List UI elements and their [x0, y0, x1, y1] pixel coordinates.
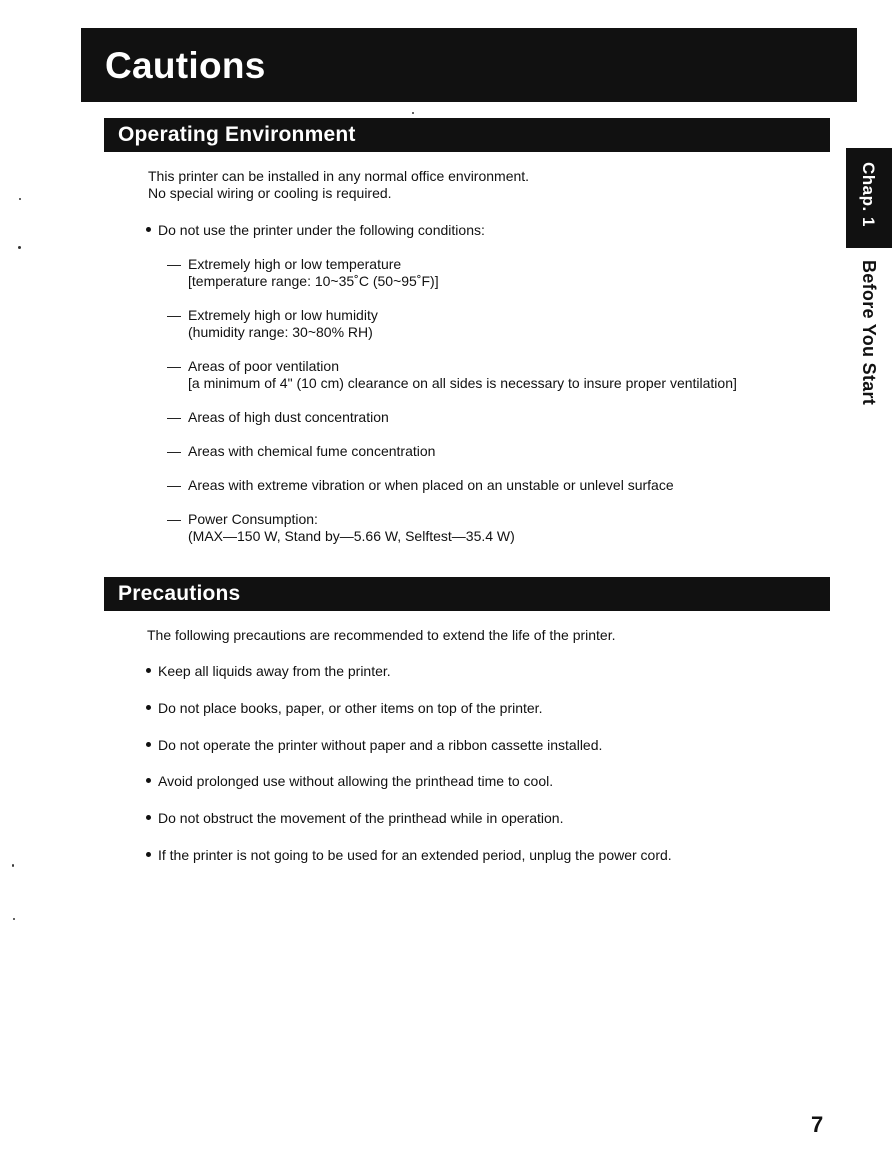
- precautions-intro: The following precautions are recommended to extend the life of the printer.: [147, 627, 616, 643]
- bullet-icon: [146, 705, 151, 710]
- list-item-text: If the printer is not going to be used for an extended period, unplug the power cord.: [158, 847, 672, 863]
- section-heading-bar-operating-environment: [104, 118, 830, 152]
- scan-speck: [18, 246, 21, 249]
- list-item-text: Do not operate the printer without paper and a ribbon cassette installed.: [158, 737, 603, 753]
- list-item-text: Do not place books, paper, or other items on top of the printer.: [158, 700, 543, 716]
- condition-text: Areas with extreme vibration or when placed on an unstable or unlevel surface: [188, 477, 674, 493]
- scan-speck: [19, 198, 21, 200]
- bullet-icon: [146, 227, 151, 232]
- bullet-icon: [146, 852, 151, 857]
- dash-marker: —: [167, 511, 181, 527]
- intro-line-1: This printer can be installed in any normal office environment.: [148, 168, 530, 184]
- condition-detail: (humidity range: 30~80% RH): [188, 324, 373, 340]
- chapter-tab-label: Chap. 1: [859, 162, 878, 227]
- page-title-bar: [81, 28, 857, 102]
- section-heading-bar-precautions: [104, 577, 830, 611]
- condition-text: Power Consumption:: [188, 511, 318, 527]
- dash-marker: —: [167, 256, 181, 272]
- scan-speck: [12, 864, 14, 867]
- chapter-tab: [846, 148, 892, 248]
- page-number: 7: [811, 1112, 824, 1137]
- scan-speck: [412, 112, 414, 114]
- list-item-text: Keep all liquids away from the printer.: [158, 663, 391, 679]
- condition-detail: [a minimum of 4" (10 cm) clearance on all sides is necessary to insure proper ventilation]: [188, 375, 737, 391]
- section-heading-operating-environment: Operating Environment: [118, 123, 356, 146]
- scan-speck: [13, 918, 15, 920]
- section-heading-precautions: Precautions: [118, 582, 241, 605]
- condition-detail: (MAX—150 W, Stand by—5.66 W, Selftest—35.4 W): [188, 528, 515, 544]
- bullet-icon: [146, 668, 151, 673]
- condition-text: Areas with chemical fume concentration: [188, 443, 436, 459]
- list-item-text: Do not obstruct the movement of the printhead while in operation.: [158, 810, 564, 826]
- list-item-text: Do not use the printer under the following conditions:: [158, 222, 485, 238]
- intro-line-2: No special wiring or cooling is required.: [148, 185, 392, 201]
- condition-detail: [temperature range: 10~35˚C (50~95˚F)]: [188, 273, 439, 289]
- condition-text: Extremely high or low humidity: [188, 307, 378, 323]
- bullet-icon: [146, 778, 151, 783]
- dash-marker: —: [167, 307, 181, 323]
- chapter-title-vertical: Before You Start: [859, 260, 879, 406]
- list-item-text: Avoid prolonged use without allowing the printhead time to cool.: [158, 773, 554, 789]
- condition-text: Areas of high dust concentration: [188, 409, 389, 425]
- bullet-icon: [146, 815, 151, 820]
- dash-marker: —: [167, 409, 181, 425]
- dash-marker: —: [167, 477, 181, 493]
- dash-marker: —: [167, 358, 181, 374]
- dash-marker: —: [167, 443, 181, 459]
- page-title: Cautions: [105, 45, 266, 86]
- condition-text: Areas of poor ventilation: [188, 358, 339, 374]
- condition-text: Extremely high or low temperature: [188, 256, 402, 272]
- bullet-icon: [146, 742, 151, 747]
